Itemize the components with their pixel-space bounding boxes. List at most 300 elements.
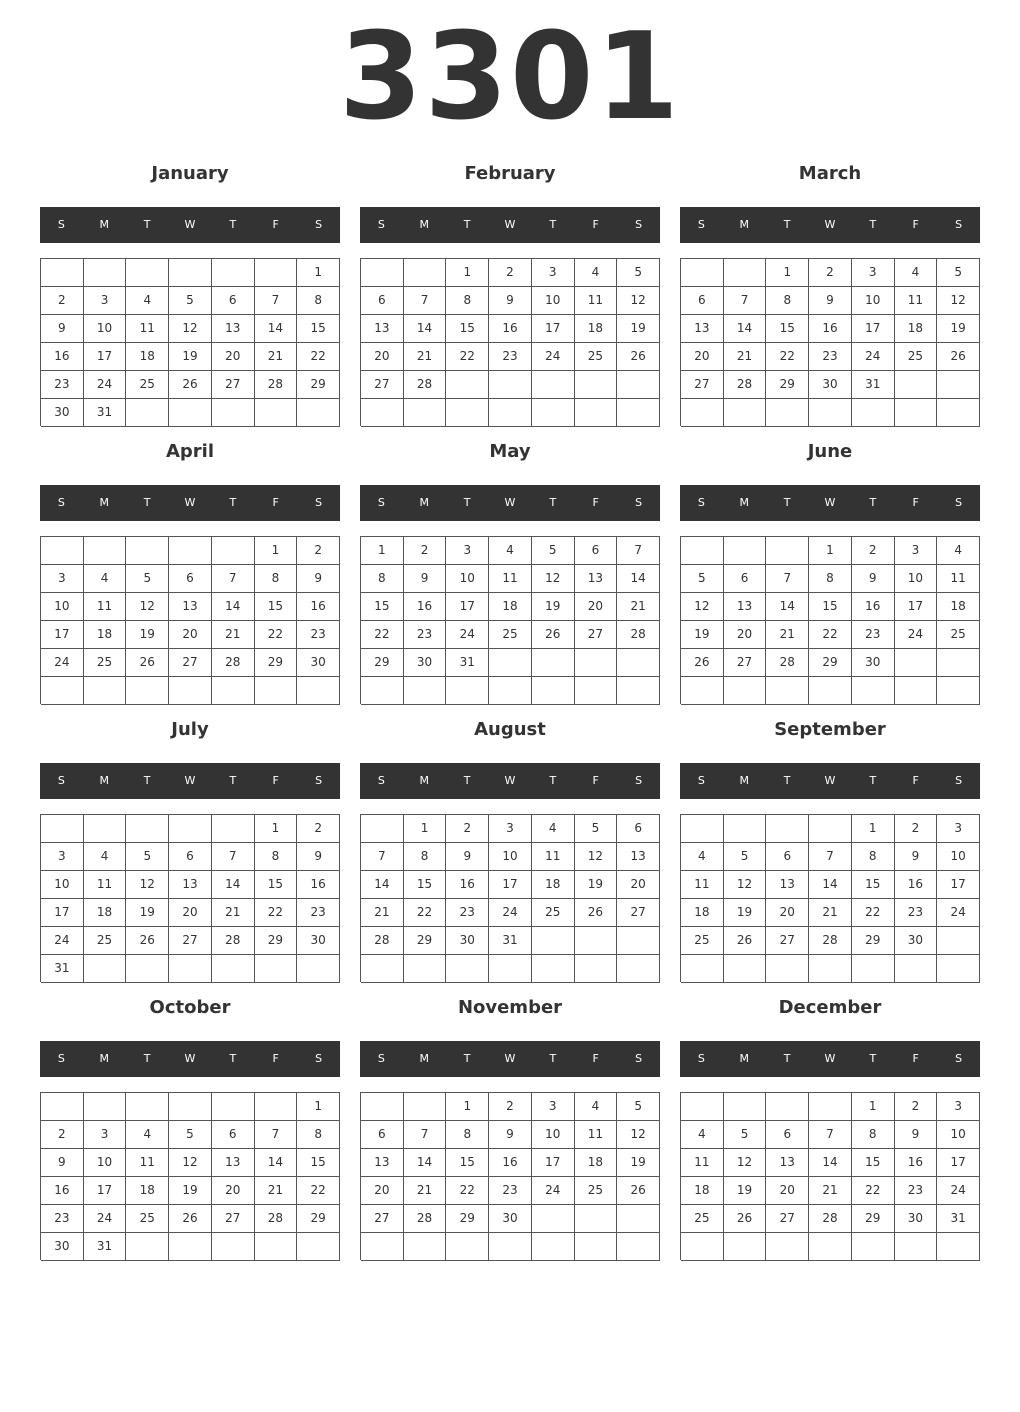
month-name: May — [489, 441, 531, 462]
empty-day-cell — [404, 1093, 447, 1121]
day-cell: 22 — [404, 899, 447, 927]
weekday-label: S — [635, 774, 643, 787]
day-cell: 25 — [895, 343, 938, 371]
day-cell: 26 — [532, 621, 575, 649]
day-cell: 5 — [937, 259, 980, 287]
day-cell: 25 — [575, 1177, 618, 1205]
day-cell: 18 — [489, 593, 532, 621]
day-cell: 20 — [724, 621, 767, 649]
day-cell: 6 — [169, 843, 212, 871]
day-grid — [40, 1092, 340, 1260]
day-cell: 1 — [297, 1093, 340, 1121]
empty-day-cell — [724, 677, 767, 705]
day-cell: 22 — [852, 899, 895, 927]
weekday-label: W — [504, 1052, 516, 1065]
weekday-label: T — [463, 496, 471, 509]
month-name: January — [151, 163, 229, 184]
month-name: February — [464, 163, 556, 184]
day-cell: 6 — [361, 287, 404, 315]
day-cell: 9 — [895, 843, 938, 871]
weekday-label: T — [783, 496, 791, 509]
day-cell: 12 — [617, 1121, 660, 1149]
day-cell: 1 — [255, 815, 298, 843]
day-cell: 16 — [809, 315, 852, 343]
empty-day-cell — [297, 1233, 340, 1261]
day-cell: 19 — [169, 343, 212, 371]
empty-day-cell — [212, 1233, 255, 1261]
empty-day-cell — [724, 815, 767, 843]
empty-day-cell — [724, 1093, 767, 1121]
day-cell: 12 — [617, 287, 660, 315]
day-cell: 8 — [361, 565, 404, 593]
day-cell: 8 — [255, 565, 298, 593]
day-cell: 9 — [446, 843, 489, 871]
day-cell: 21 — [809, 1177, 852, 1205]
empty-day-cell — [297, 677, 340, 705]
month-march — [680, 150, 980, 428]
day-cell: 12 — [724, 1149, 767, 1177]
day-cell: 3 — [937, 815, 980, 843]
day-cell: 3 — [532, 1093, 575, 1121]
day-cell: 2 — [489, 1093, 532, 1121]
empty-day-cell — [126, 955, 169, 983]
day-cell: 10 — [84, 315, 127, 343]
empty-day-cell — [532, 677, 575, 705]
weekday-label: F — [592, 218, 599, 231]
month-september — [680, 706, 980, 984]
day-cell: 13 — [724, 593, 767, 621]
empty-day-cell — [446, 677, 489, 705]
weekday-label: T — [229, 496, 237, 509]
day-cell: 6 — [766, 1121, 809, 1149]
empty-day-cell — [895, 399, 938, 427]
day-cell: 21 — [404, 343, 447, 371]
day-cell: 17 — [532, 1149, 575, 1177]
month-name: October — [149, 997, 231, 1018]
day-cell: 3 — [937, 1093, 980, 1121]
day-cell: 26 — [724, 1205, 767, 1233]
weekday-header — [40, 1041, 340, 1077]
empty-day-cell — [617, 927, 660, 955]
weekday-label: T — [549, 1052, 557, 1065]
empty-day-cell — [681, 955, 724, 983]
empty-day-cell — [255, 399, 298, 427]
empty-day-cell — [126, 399, 169, 427]
day-cell: 14 — [724, 315, 767, 343]
day-cell: 27 — [766, 1205, 809, 1233]
day-cell: 20 — [617, 871, 660, 899]
day-cell: 15 — [852, 871, 895, 899]
day-cell: 5 — [532, 537, 575, 565]
day-cell: 26 — [724, 927, 767, 955]
day-cell: 25 — [575, 343, 618, 371]
day-cell: 8 — [446, 1121, 489, 1149]
months-grid — [40, 150, 980, 1262]
empty-day-cell — [212, 955, 255, 983]
day-cell: 27 — [169, 927, 212, 955]
day-cell: 5 — [169, 287, 212, 315]
day-cell: 24 — [84, 371, 127, 399]
empty-day-cell — [852, 677, 895, 705]
day-cell: 19 — [724, 899, 767, 927]
empty-day-cell — [724, 537, 767, 565]
empty-day-cell — [575, 649, 618, 677]
empty-day-cell — [575, 1205, 618, 1233]
day-cell: 1 — [297, 259, 340, 287]
day-cell: 3 — [446, 537, 489, 565]
day-cell: 9 — [852, 565, 895, 593]
month-name: August — [474, 719, 546, 740]
day-cell: 22 — [361, 621, 404, 649]
day-cell: 2 — [446, 815, 489, 843]
empty-day-cell — [361, 815, 404, 843]
day-cell: 14 — [255, 315, 298, 343]
day-grid — [680, 258, 980, 426]
day-cell: 5 — [126, 565, 169, 593]
day-cell: 5 — [724, 843, 767, 871]
empty-day-cell — [852, 955, 895, 983]
weekday-label: S — [697, 774, 705, 787]
day-cell: 19 — [681, 621, 724, 649]
day-grid — [360, 1092, 660, 1260]
day-cell: 1 — [809, 537, 852, 565]
day-cell: 29 — [255, 927, 298, 955]
day-cell: 11 — [895, 287, 938, 315]
empty-day-cell — [404, 677, 447, 705]
empty-day-cell — [724, 1233, 767, 1261]
day-cell: 15 — [361, 593, 404, 621]
weekday-header — [680, 763, 980, 799]
weekday-label: T — [143, 218, 151, 231]
weekday-label: S — [955, 774, 963, 787]
day-grid — [360, 258, 660, 426]
day-cell: 30 — [297, 927, 340, 955]
day-cell: 8 — [809, 565, 852, 593]
day-cell: 26 — [126, 649, 169, 677]
month-name: July — [171, 719, 209, 740]
day-cell: 13 — [766, 871, 809, 899]
weekday-label: T — [869, 774, 877, 787]
day-cell: 1 — [852, 1093, 895, 1121]
weekday-label: F — [272, 496, 279, 509]
day-cell: 21 — [255, 343, 298, 371]
day-cell: 6 — [169, 565, 212, 593]
day-cell: 4 — [532, 815, 575, 843]
day-cell: 7 — [404, 287, 447, 315]
empty-day-cell — [41, 537, 84, 565]
weekday-header — [40, 763, 340, 799]
day-cell: 13 — [212, 315, 255, 343]
day-cell: 13 — [361, 1149, 404, 1177]
empty-day-cell — [212, 537, 255, 565]
day-cell: 31 — [41, 955, 84, 983]
day-cell: 31 — [84, 1233, 127, 1261]
weekday-label: W — [504, 496, 516, 509]
empty-day-cell — [809, 1233, 852, 1261]
day-cell: 26 — [681, 649, 724, 677]
day-cell: 2 — [297, 537, 340, 565]
weekday-label: T — [229, 218, 237, 231]
empty-day-cell — [937, 927, 980, 955]
empty-day-cell — [766, 1233, 809, 1261]
empty-day-cell — [617, 677, 660, 705]
empty-day-cell — [895, 649, 938, 677]
day-cell: 17 — [41, 899, 84, 927]
weekday-label: F — [592, 1052, 599, 1065]
weekday-label: F — [592, 496, 599, 509]
weekday-label: F — [912, 496, 919, 509]
empty-day-cell — [895, 955, 938, 983]
empty-day-cell — [895, 1233, 938, 1261]
weekday-label: F — [912, 1052, 919, 1065]
empty-day-cell — [852, 1233, 895, 1261]
day-cell: 17 — [895, 593, 938, 621]
day-cell: 4 — [681, 1121, 724, 1149]
day-cell: 31 — [852, 371, 895, 399]
day-cell: 14 — [809, 1149, 852, 1177]
day-cell: 16 — [895, 1149, 938, 1177]
empty-day-cell — [766, 399, 809, 427]
day-cell: 30 — [297, 649, 340, 677]
day-cell: 9 — [41, 1149, 84, 1177]
empty-day-cell — [937, 1233, 980, 1261]
weekday-label: S — [377, 774, 385, 787]
weekday-label: S — [955, 218, 963, 231]
day-cell: 22 — [297, 1177, 340, 1205]
empty-day-cell — [937, 649, 980, 677]
day-cell: 7 — [361, 843, 404, 871]
day-cell: 2 — [895, 815, 938, 843]
weekday-label: S — [697, 496, 705, 509]
day-grid — [40, 258, 340, 426]
day-cell: 21 — [766, 621, 809, 649]
day-cell: 23 — [852, 621, 895, 649]
empty-day-cell — [446, 955, 489, 983]
empty-day-cell — [84, 677, 127, 705]
day-cell: 13 — [361, 315, 404, 343]
weekday-label: S — [377, 496, 385, 509]
weekday-label: S — [315, 774, 323, 787]
day-cell: 16 — [297, 593, 340, 621]
month-january — [40, 150, 340, 428]
day-cell: 5 — [126, 843, 169, 871]
day-cell: 15 — [297, 1149, 340, 1177]
day-cell: 18 — [681, 1177, 724, 1205]
day-cell: 17 — [937, 1149, 980, 1177]
day-cell: 4 — [489, 537, 532, 565]
day-cell: 6 — [681, 287, 724, 315]
empty-day-cell — [361, 399, 404, 427]
day-cell: 8 — [766, 287, 809, 315]
weekday-label: M — [739, 218, 750, 231]
day-cell: 22 — [297, 343, 340, 371]
day-cell: 9 — [404, 565, 447, 593]
weekday-header — [680, 1041, 980, 1077]
day-grid — [680, 814, 980, 982]
weekday-label: F — [912, 774, 919, 787]
day-cell: 13 — [681, 315, 724, 343]
day-cell: 28 — [361, 927, 404, 955]
day-cell: 18 — [126, 1177, 169, 1205]
day-cell: 30 — [489, 1205, 532, 1233]
empty-day-cell — [169, 815, 212, 843]
weekday-label: M — [739, 774, 750, 787]
day-cell: 19 — [617, 315, 660, 343]
day-cell: 15 — [446, 1149, 489, 1177]
empty-day-cell — [361, 259, 404, 287]
day-cell: 16 — [41, 343, 84, 371]
empty-day-cell — [126, 677, 169, 705]
day-cell: 29 — [852, 927, 895, 955]
day-cell: 31 — [489, 927, 532, 955]
day-cell: 8 — [852, 843, 895, 871]
empty-day-cell — [724, 955, 767, 983]
empty-day-cell — [404, 259, 447, 287]
empty-day-cell — [255, 1093, 298, 1121]
day-cell: 24 — [895, 621, 938, 649]
day-cell: 20 — [766, 1177, 809, 1205]
weekday-label: S — [955, 1052, 963, 1065]
day-cell: 25 — [681, 927, 724, 955]
day-cell: 23 — [41, 1205, 84, 1233]
day-cell: 23 — [446, 899, 489, 927]
day-cell: 14 — [617, 565, 660, 593]
day-cell: 14 — [766, 593, 809, 621]
day-cell: 5 — [617, 1093, 660, 1121]
weekday-header — [360, 207, 660, 243]
day-cell: 25 — [532, 899, 575, 927]
day-cell: 12 — [937, 287, 980, 315]
day-cell: 22 — [255, 621, 298, 649]
day-cell: 21 — [724, 343, 767, 371]
day-cell: 29 — [766, 371, 809, 399]
day-cell: 18 — [937, 593, 980, 621]
weekday-label: M — [739, 1052, 750, 1065]
day-cell: 17 — [84, 1177, 127, 1205]
weekday-label: T — [143, 774, 151, 787]
empty-day-cell — [361, 1233, 404, 1261]
month-april — [40, 428, 340, 706]
day-cell: 8 — [446, 287, 489, 315]
day-cell: 4 — [126, 1121, 169, 1149]
weekday-label: M — [419, 774, 430, 787]
empty-day-cell — [489, 1233, 532, 1261]
day-cell: 19 — [532, 593, 575, 621]
day-cell: 24 — [446, 621, 489, 649]
weekday-label: T — [869, 218, 877, 231]
day-cell: 7 — [212, 565, 255, 593]
day-cell: 29 — [255, 649, 298, 677]
empty-day-cell — [255, 677, 298, 705]
day-cell: 19 — [575, 871, 618, 899]
day-cell: 22 — [446, 1177, 489, 1205]
empty-day-cell — [681, 677, 724, 705]
day-cell: 10 — [84, 1149, 127, 1177]
day-cell: 27 — [361, 1205, 404, 1233]
empty-day-cell — [766, 537, 809, 565]
day-cell: 4 — [575, 259, 618, 287]
day-cell: 25 — [126, 371, 169, 399]
day-cell: 21 — [212, 621, 255, 649]
weekday-label: T — [463, 1052, 471, 1065]
day-cell: 23 — [489, 1177, 532, 1205]
day-cell: 31 — [937, 1205, 980, 1233]
day-cell: 26 — [617, 1177, 660, 1205]
day-grid — [40, 536, 340, 704]
weekday-label: S — [635, 496, 643, 509]
day-cell: 24 — [489, 899, 532, 927]
weekday-label: M — [99, 218, 110, 231]
day-cell: 14 — [255, 1149, 298, 1177]
day-cell: 2 — [852, 537, 895, 565]
day-cell: 1 — [255, 537, 298, 565]
weekday-label: S — [315, 218, 323, 231]
day-cell: 26 — [126, 927, 169, 955]
day-cell: 11 — [575, 1121, 618, 1149]
day-cell: 23 — [895, 1177, 938, 1205]
day-cell: 24 — [937, 899, 980, 927]
empty-day-cell — [212, 259, 255, 287]
day-cell: 4 — [575, 1093, 618, 1121]
empty-day-cell — [84, 259, 127, 287]
day-cell: 23 — [404, 621, 447, 649]
weekday-label: T — [549, 218, 557, 231]
day-cell: 8 — [852, 1121, 895, 1149]
day-cell: 30 — [41, 1233, 84, 1261]
day-cell: 9 — [895, 1121, 938, 1149]
empty-day-cell — [255, 955, 298, 983]
day-cell: 12 — [126, 871, 169, 899]
day-cell: 26 — [169, 1205, 212, 1233]
empty-day-cell — [404, 399, 447, 427]
day-cell: 19 — [724, 1177, 767, 1205]
day-cell: 12 — [126, 593, 169, 621]
day-cell: 20 — [212, 1177, 255, 1205]
weekday-label: F — [272, 1052, 279, 1065]
day-cell: 15 — [404, 871, 447, 899]
day-cell: 3 — [84, 1121, 127, 1149]
day-cell: 30 — [852, 649, 895, 677]
empty-day-cell — [617, 1205, 660, 1233]
empty-day-cell — [446, 1233, 489, 1261]
empty-day-cell — [575, 399, 618, 427]
weekday-label: S — [635, 1052, 643, 1065]
day-cell: 7 — [255, 1121, 298, 1149]
day-cell: 28 — [809, 927, 852, 955]
day-cell: 29 — [809, 649, 852, 677]
day-cell: 7 — [212, 843, 255, 871]
empty-day-cell — [41, 677, 84, 705]
weekday-label: M — [419, 496, 430, 509]
day-cell: 24 — [532, 1177, 575, 1205]
day-cell: 10 — [532, 1121, 575, 1149]
weekday-label: W — [504, 774, 516, 787]
day-cell: 2 — [895, 1093, 938, 1121]
weekday-label: W — [184, 218, 196, 231]
day-cell: 24 — [84, 1205, 127, 1233]
empty-day-cell — [617, 649, 660, 677]
day-cell: 13 — [575, 565, 618, 593]
day-cell: 5 — [724, 1121, 767, 1149]
empty-day-cell — [681, 259, 724, 287]
weekday-label: S — [57, 218, 65, 231]
day-cell: 29 — [297, 371, 340, 399]
day-cell: 7 — [766, 565, 809, 593]
empty-day-cell — [169, 955, 212, 983]
weekday-label: S — [377, 1052, 385, 1065]
day-cell: 20 — [212, 343, 255, 371]
day-cell: 27 — [575, 621, 618, 649]
